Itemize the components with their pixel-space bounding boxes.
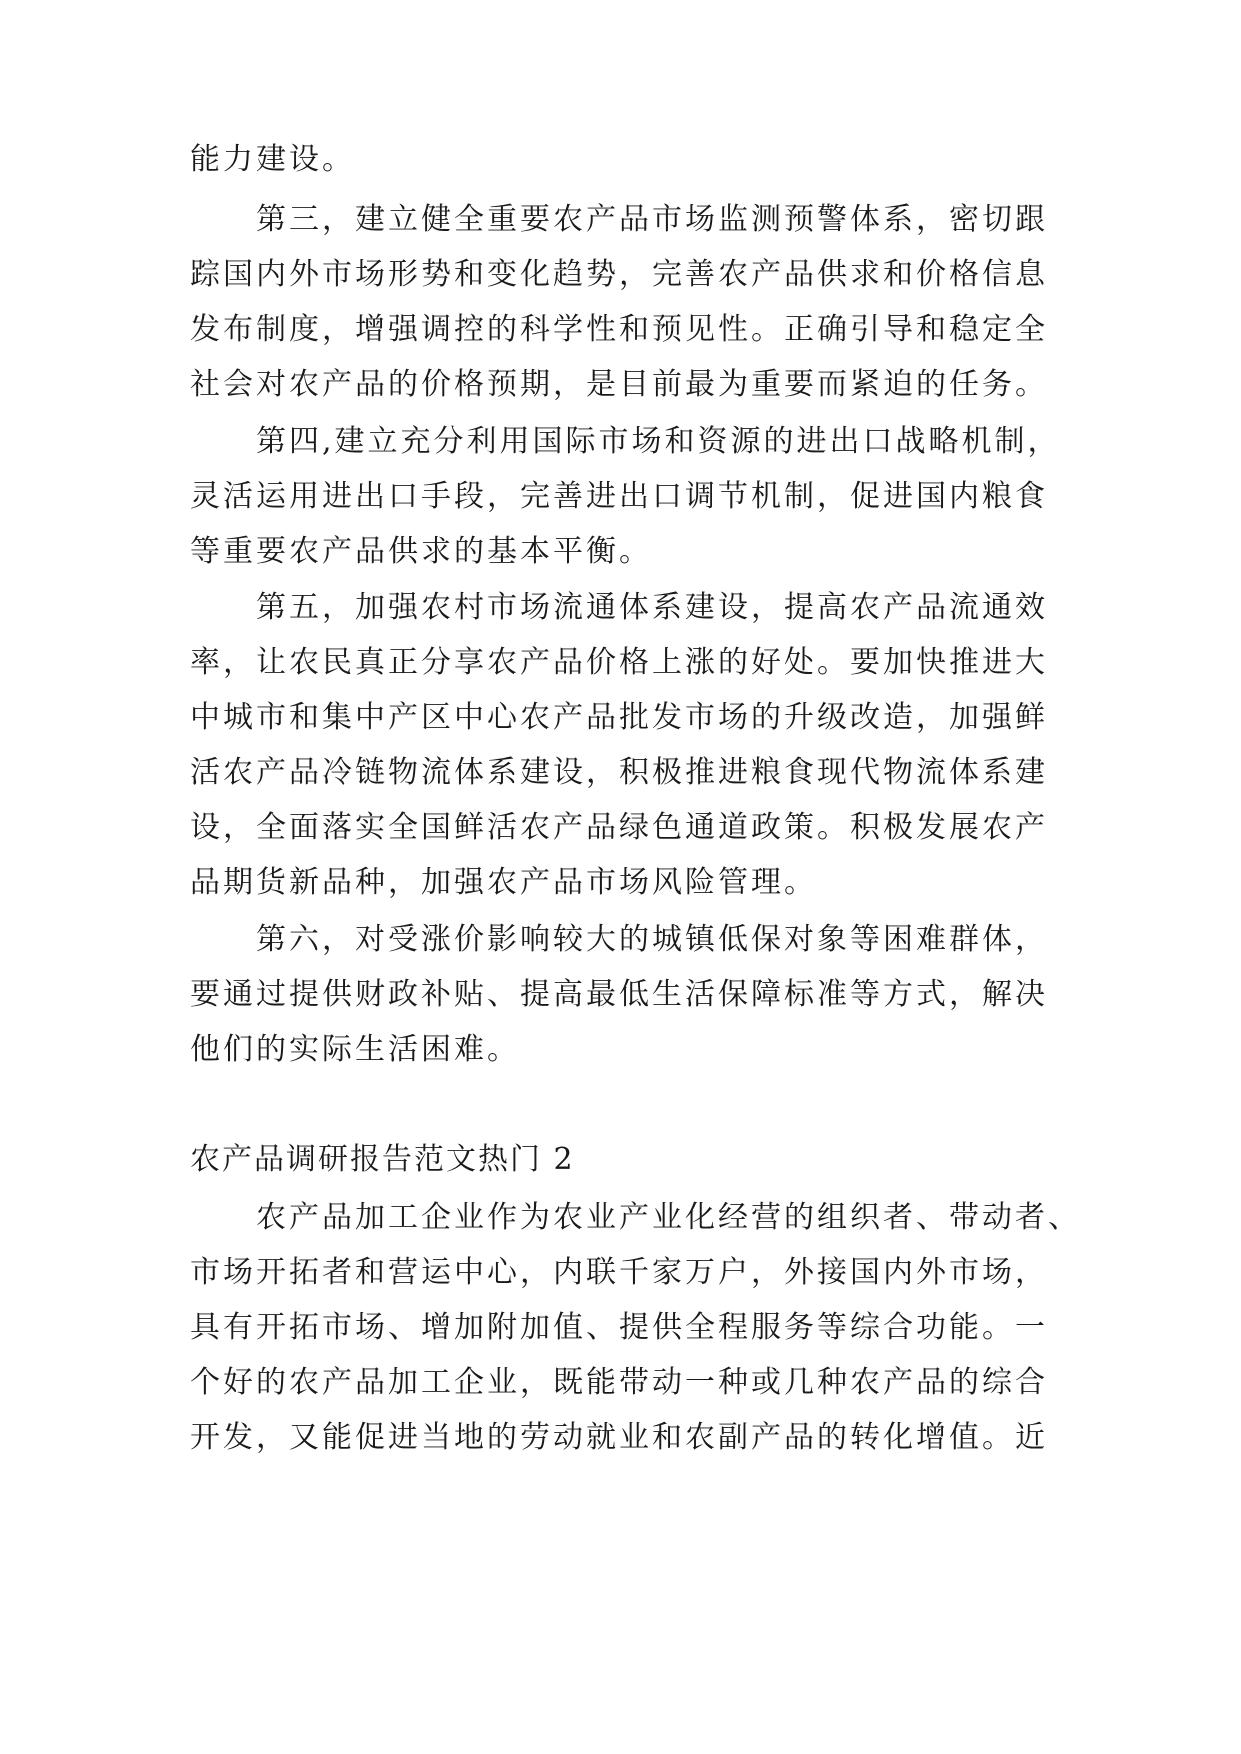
text-line: 灵活运用进出口手段，完善进出口调节机制，促进国内粮食 — [190, 479, 1048, 514]
text-line: 踪国内外市场形势和变化趋势，完善农产品供求和价格信息 — [190, 257, 1048, 292]
text-line: 第六，对受涨价影响较大的城镇低保对象等困难群体， — [190, 922, 1048, 957]
text-line: 中城市和集中产区中心农产品批发市场的升级改造，加强鲜 — [190, 700, 1048, 735]
text-line: 设，全面落实全国鲜活农产品绿色通道政策。积极发展农产 — [190, 810, 1048, 845]
text-line: 个好的农产品加工企业，既能带动一种或几种农产品的综合 — [190, 1365, 1048, 1400]
text-line: 第三，建立健全重要农产品市场监测预警体系，密切跟 — [190, 202, 1048, 237]
text-line: 具有开拓市场、增加附加值、提供全程服务等综合功能。一 — [190, 1310, 1048, 1345]
text-line: 活农产品冷链物流体系建设，积极推进粮食现代物流体系建 — [190, 755, 1048, 790]
text-line: 要通过提供财政补贴、提高最低生活保障标准等方式，解决 — [190, 977, 1048, 1012]
section-heading: 农产品调研报告范文热门 2 — [190, 1142, 575, 1177]
text-line: 能力建设。 — [190, 142, 355, 177]
text-line: 社会对农产品的价格预期，是目前最为重要而紧迫的任务。 — [190, 367, 1048, 402]
text-line: 农产品加工企业作为农业产业化经营的组织者、带动者、 — [190, 1200, 1081, 1235]
text-line: 他们的实际生活困难。 — [190, 1032, 520, 1067]
text-line: 率，让农民真正分享农产品价格上涨的好处。要加快推进大 — [190, 645, 1048, 680]
text-line: 品期货新品种，加强农产品市场风险管理。 — [190, 865, 817, 900]
text-line: 等重要农产品供求的基本平衡。 — [190, 534, 652, 569]
text-line: 开发，又能促进当地的劳动就业和农副产品的转化增值。近 — [190, 1420, 1048, 1455]
text-line: 第四,建立充分利用国际市场和资源的进出口战略机制， — [190, 424, 1061, 459]
text-line: 市场开拓者和营运中心，内联千家万户，外接国内外市场， — [190, 1255, 1048, 1290]
text-line: 第五，加强农村市场流通体系建设，提高农产品流通效 — [190, 590, 1048, 625]
text-line: 发布制度，增强调控的科学性和预见性。正确引导和稳定全 — [190, 312, 1048, 347]
